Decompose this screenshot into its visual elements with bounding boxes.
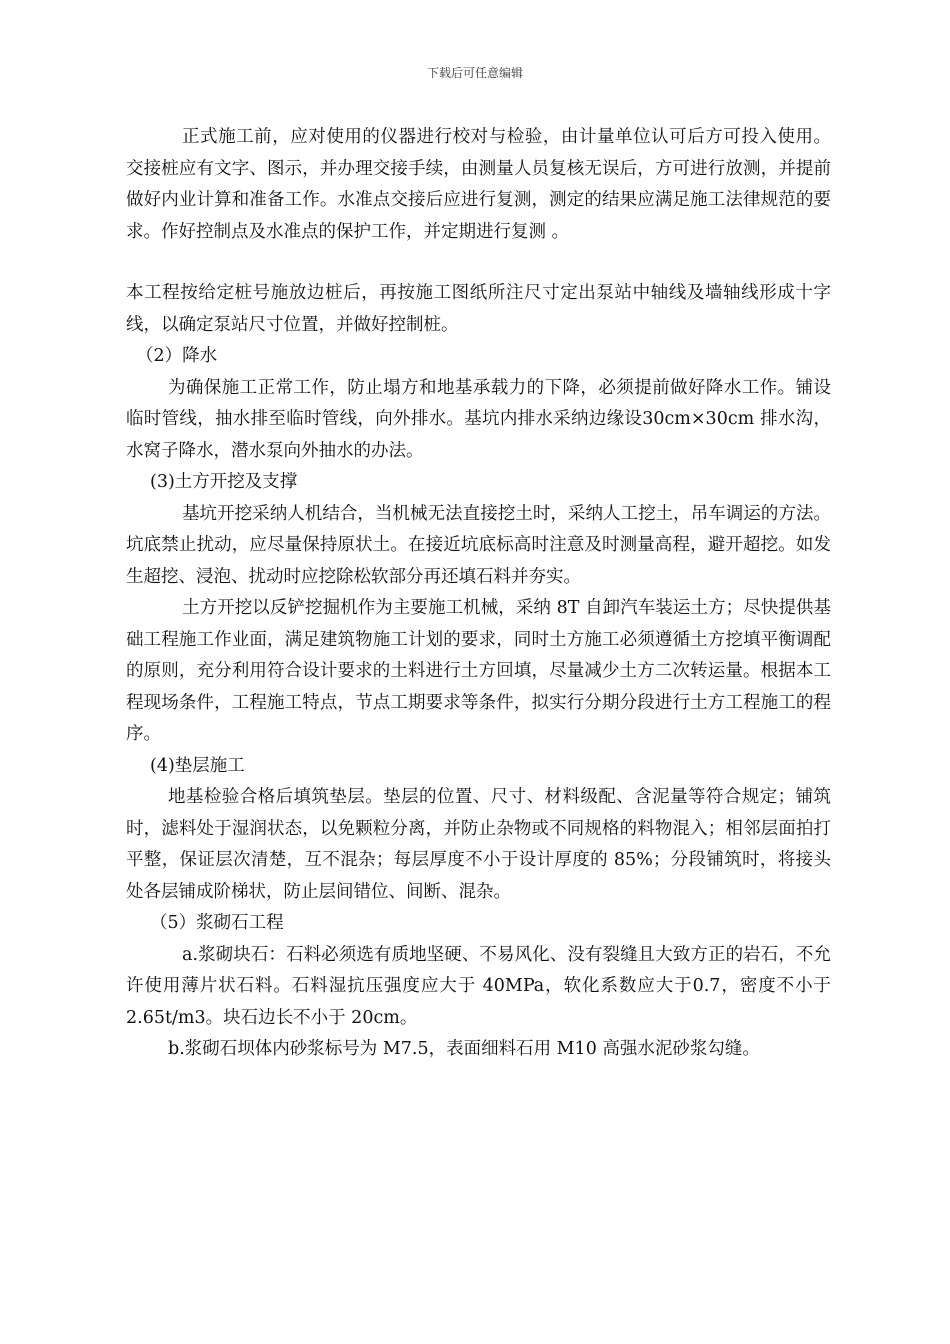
- paragraph-masonry-mortar: b.浆砌石坝体内砂浆标号为 M7.5，表面细料石用 M10 高强水泥砂浆勾缝。: [168, 1039, 760, 1059]
- heading-masonry: （5）浆砌石工程: [150, 913, 284, 933]
- page-header: 下载后可任意编辑: [426, 66, 523, 80]
- document-body: [126, 122, 831, 1066]
- paragraph-excavation-machinery: 土方开挖以反铲挖掘机作为主要施工机械，采纳 8T 自卸汽车装运土方；尽快提供基础工程施工作业面，满足建筑物施工计划的要求，同时土方施工必须遵循土方挖填平衡调配的原则，充分利用符合设计要求的土料进行土方回填，尽量减少土方二次转运量。根据本工程现场条件，工程施工特点，节点工期要求等条件，拟实行分期分段进行土方工程施工的程序。: [126, 598, 831, 744]
- paragraph-instrument-calibration: 正式施工前，应对使用的仪器进行校对与检验，由计量单位认可后方可投入使用。 交接桩应有文字、图示，并办理交接手续，由测量人员复核无误后，方可进行放测，并提前做好内业计算和准备工作。水准点交接后应进行复测，测定的结果应满足施工法律规范的要求。作好控制点及水准点的保护工作，并定期进行复测 。: [126, 127, 831, 242]
- paragraph-masonry-stone: a.浆砌块石：石料必须选有质地坚硬、不易风化、没有裂缝且大致方正的岩石，不允许使用薄片状石料。石料湿抗压强度应大于 40MPa，软化系数应大于0.7，密度不小于 2.65t/m3。块石边长不小于 20cm。: [126, 944, 831, 1028]
- paragraph-dewatering: 为确保施工正常工作，防止塌方和地基承载力的下降，必须提前做好降水工作。铺设临时管线，抽水排至临时管线，向外排水。基坑内排水采纳边缘设30cm×30cm 排水沟，水窝子降水，潜水泵向外抽水的办法。: [126, 377, 831, 461]
- paragraph-excavation-method: 基坑开挖采纳人机结合，当机械无法直接挖土时，采纳人工挖土，吊车调运的方法。坑底禁止扰动，应尽量保持原状土。在接近坑底标高时注意及时测量高程，避开超挖。如发生超挖、浸泡、扰动时应挖除松软部分再还填石料并夯实。: [126, 503, 831, 587]
- heading-cushion-layer: (4)垫层施工: [150, 755, 245, 776]
- heading-dewatering: （2）降水: [136, 346, 218, 366]
- heading-excavation: (3)土方开挖及支撑: [150, 472, 298, 492]
- paragraph-gap: [126, 248, 831, 278]
- paragraph-stake-layout: 本工程按给定桩号施放边桩后，再按施工图纸所注尺寸定出泵站中轴线及墙轴线形成十字线，以确定泵站尺寸位置，并做好控制桩。: [126, 283, 831, 335]
- paragraph-cushion-layer: 地基检验合格后填筑垫层。垫层的位置、尺寸、材料级配、含泥量等符合规定；铺筑时，滤料处于湿润状态，以免颗粒分离，并防止杂物或不同规格的料物混入；相邻层面拍打平整，保证层次清楚，互不混杂；每层厚度不小于设计厚度的 85%；分段铺筑时，将接头处各层铺成阶梯状，防止层间错位、间断、混杂。: [126, 787, 831, 902]
